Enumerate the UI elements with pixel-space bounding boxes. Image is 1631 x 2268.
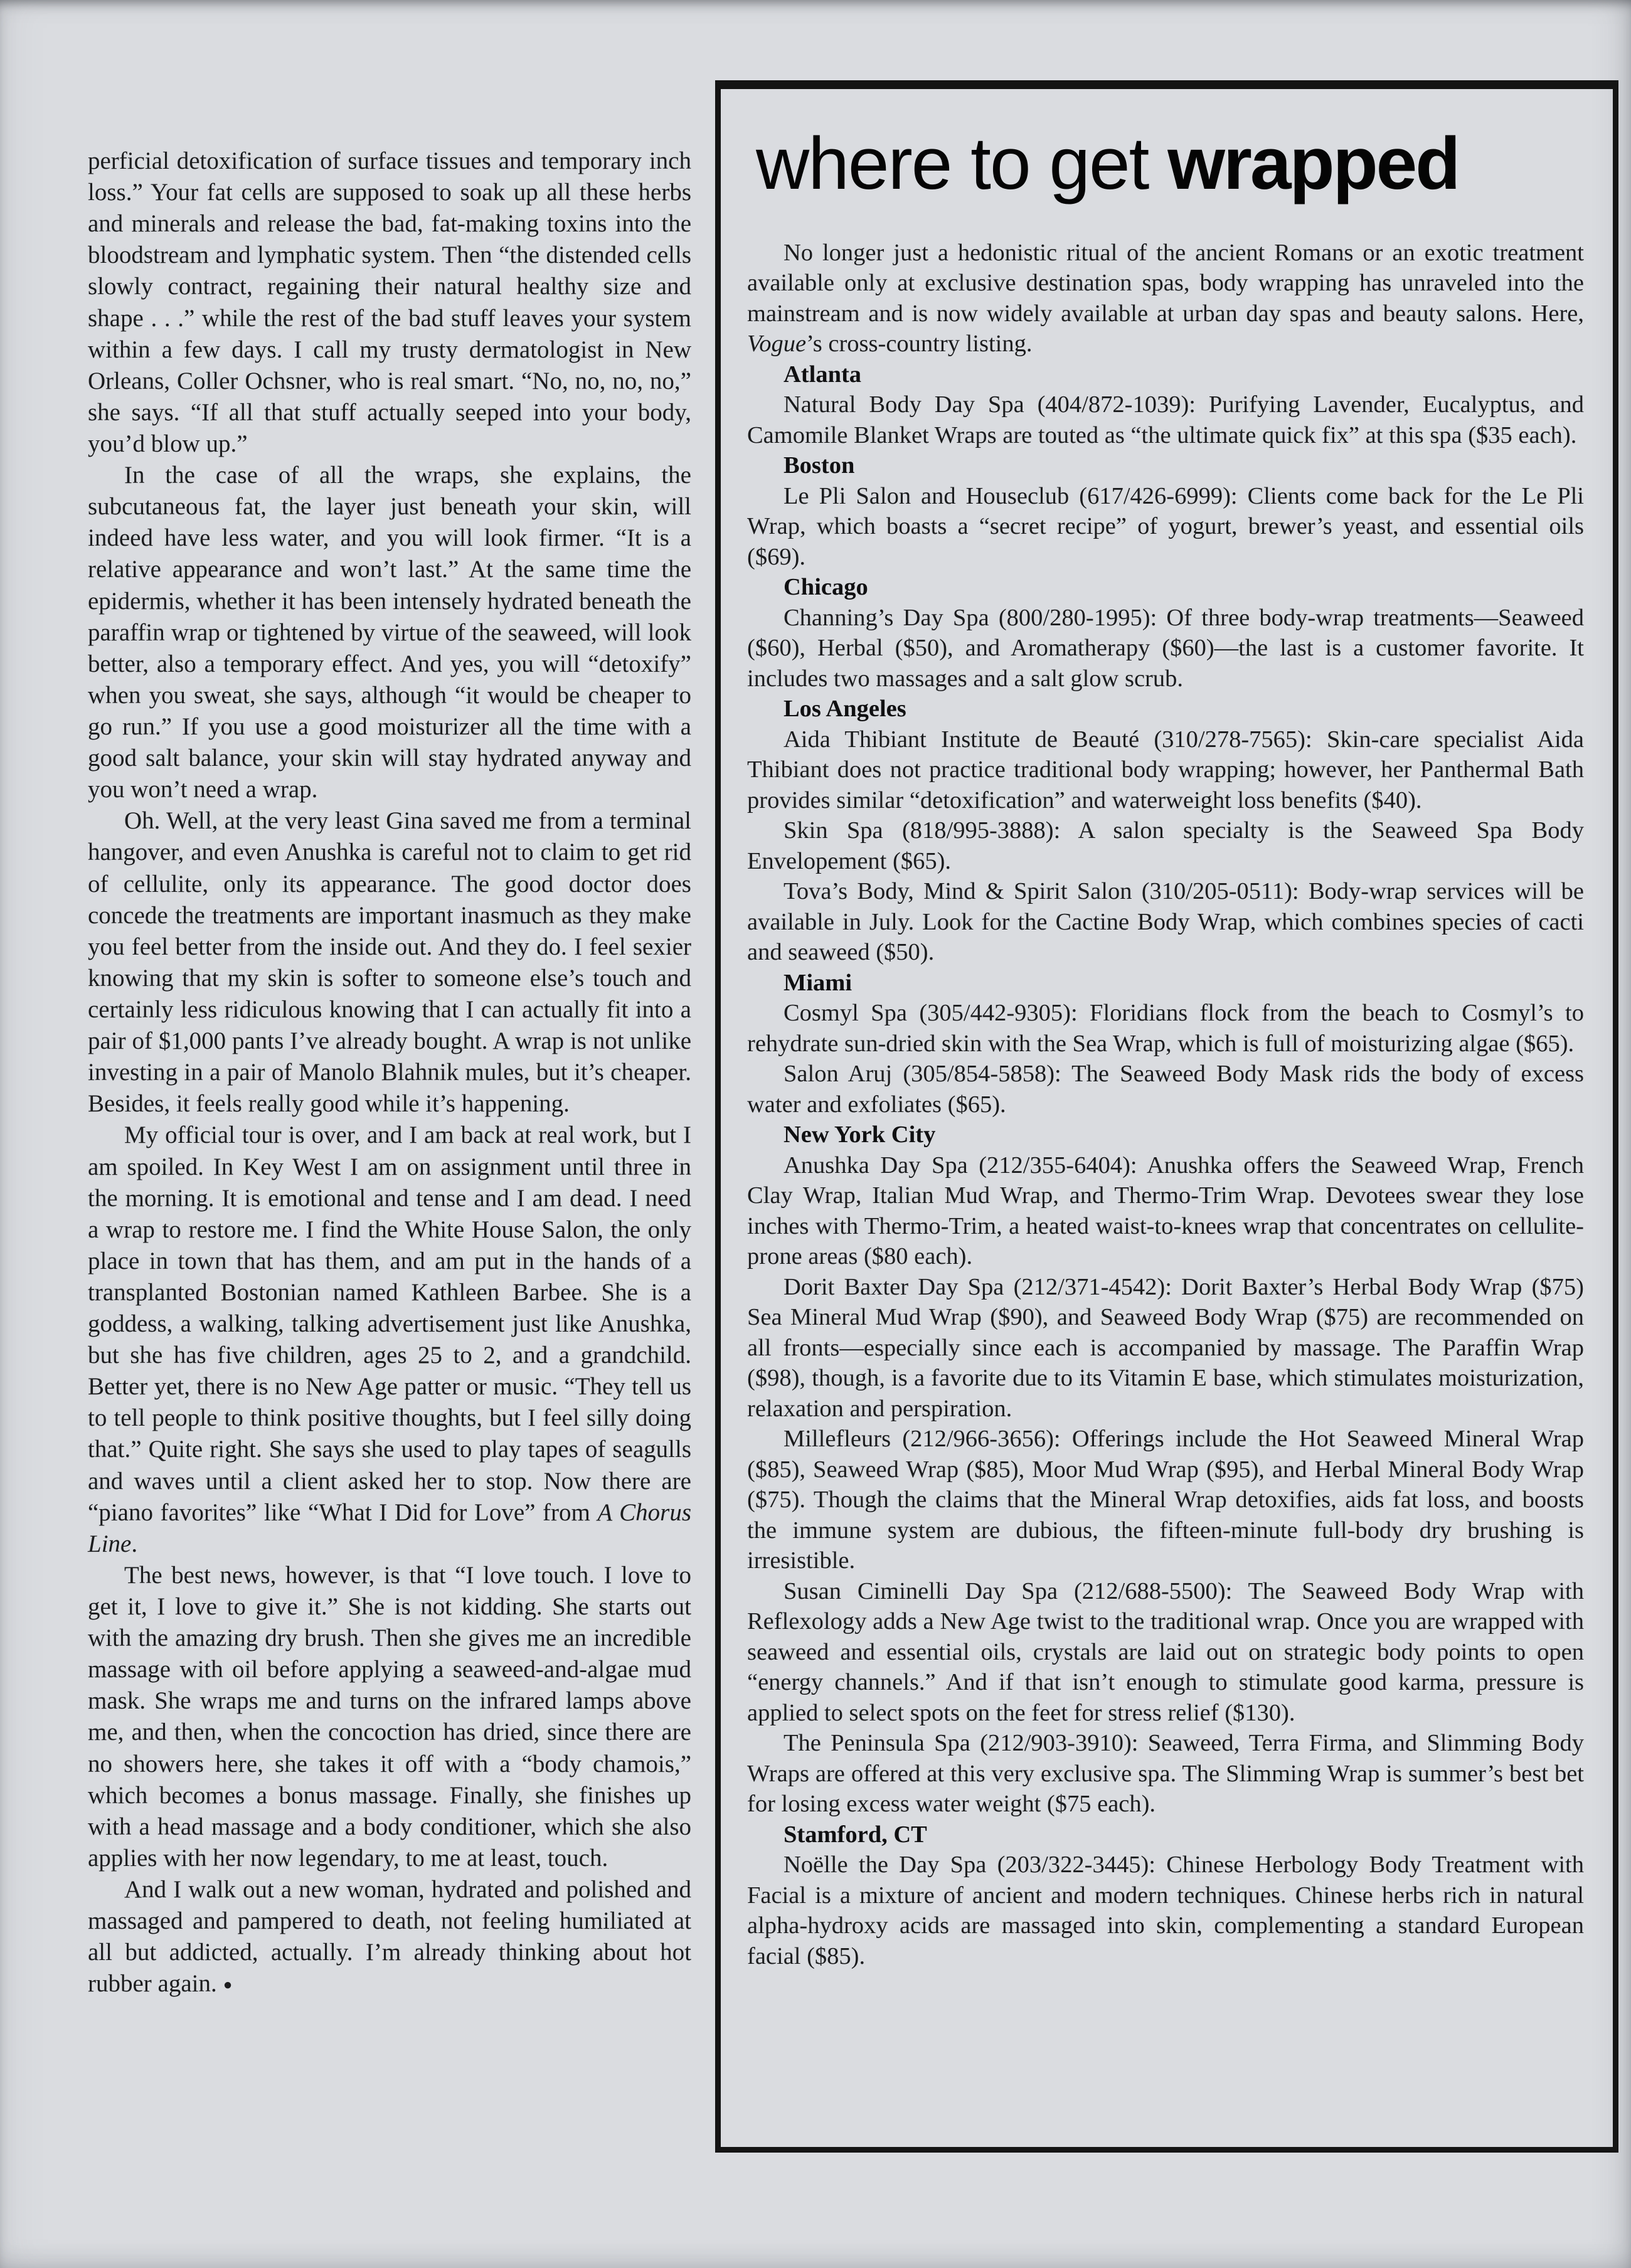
sidebar-title-regular: where to get [756, 122, 1168, 205]
spa-entry: Dorit Baxter Day Spa (212/371-4542): Dorit Baxter’s Herbal Body Wrap ($75) Sea Mineral Mud Wrap ($90), and Seaweed Body Wrap ($75) are recommended on all fronts—especially since each is accompanied by massage. The Paraffin Wrap ($98), though, is a favorite due to its Vitamin E base, which stimulates moisturization, relaxation and perspiration. [747, 1273, 1584, 1422]
spa-entry: Aida Thibiant Institute de Beauté (310/278-7565): Skin-care specialist Aida Thibiant does not practice traditional body wrapping; however, her Panthermal Bath provides similar “detoxification” and waterweight loss benefits ($40). [747, 726, 1584, 813]
spa-entry: Millefleurs (212/966-3656): Offerings include the Hot Seaweed Mineral Wrap ($85), Seaweed Wrap ($85), Moor Mud Wrap ($95), and Herbal Mineral Body Wrap ($75). Though the claims that the Mineral Wrap detoxifies, aids fat loss, and boosts the immune system are dubious, the fifteen-minute full-body dry brushing is irresistible. [747, 1426, 1584, 1574]
article-paragraph-text: And I walk out a new woman, hydrated and polished and massaged and pampered to death, not feeling humiliated at all but addicted, actually. I’m already thinking about hot rubber again. [88, 1876, 691, 1998]
article-paragraph [88, 805, 691, 1120]
article-paragraph [88, 146, 691, 460]
sidebar-intro-text-end: ’s cross-country listing. [806, 331, 1033, 358]
article-paragraph-text: The best news, however, is that “I love touch. I love to get it, I love to give it.” She is not kidding. She starts out with the amazing dry brush. Then she gives me an incredible massage with oil before applying a seaweed-and-algae mud mask. She wraps me and turns on the infrared lamps above me, and then, when the concoction has dried, since there are no showers here, she takes it off with a “body chamois,” which becomes a bonus massage. Finally, she finishes up with a head massage and a body conditioner, which she also applies with her now legendary, to me at least, touch. [88, 1561, 691, 1872]
city-heading: Atlanta [784, 361, 862, 388]
article-column [88, 146, 691, 2000]
spa-entry: Tova’s Body, Mind & Spirit Salon (310/205-0511): Body-wrap services will be available in July. Look for the Cactine Body Wrap, which combines species of cacti and seaweed ($50). [747, 878, 1584, 966]
spa-entry: Salon Aruj (305/854-5858): The Seaweed Body Mask rids the body of excess water and exfoliates ($65). [747, 1061, 1584, 1118]
sidebar-intro-italic: Vogue [747, 331, 807, 358]
article-paragraph-post: . [131, 1530, 138, 1557]
article-paragraph-text: Oh. Well, at the very least Gina saved me from a terminal hangover, and even Anushka is careful not to claim to get rid of cellulite, only its appearance. The good doctor does concede the treatments are important inasmuch as they make you feel better from the inside out. And they do. I feel sexier knowing that my skin is softer to someone else’s touch and certainly less ridiculous knowing that I can actually fit into a pair of $1,000 pants I’ve already bought. A wrap is not unlike investing in a pair of Manolo Blahnik mules, but it’s cheaper. Besides, it feels really good while it’s happening. [88, 807, 691, 1118]
article-paragraph [88, 460, 691, 805]
sidebar-sections [747, 359, 1584, 1972]
city-heading: Boston [784, 452, 855, 479]
spa-entry: Channing’s Day Spa (800/280-1995): Of three body-wrap treatments—Seaweed ($60), Herbal ($50), and Aromatherapy ($60)—the last is a customer favorite. It includes two massages and a salt glow scrub. [747, 604, 1584, 692]
sidebar-intro-text: No longer just a hedonistic ritual of the ancient Romans or an exotic treatment available only at exclusive destination spas, body wrapping has unraveled into the mainstream and is now widely available at urban day spas and beauty salons. Here, [747, 239, 1584, 327]
sidebar-title-bold: wrapped [1167, 122, 1459, 205]
article-paragraph [88, 1120, 691, 1560]
article-paragraph [88, 1560, 691, 1874]
city-heading: Miami [784, 969, 853, 996]
spa-entry: Skin Spa (818/995-3888): A salon specialty is the Seaweed Spa Body Envelopement ($65). [747, 817, 1584, 874]
spa-entry: Natural Body Day Spa (404/872-1039): Purifying Lavender, Eucalyptus, and Camomile Blanket Wraps are touted as “the ultimate quick fix” at this spa ($35 each). [747, 391, 1584, 448]
spa-entry: Cosmyl Spa (305/442-9305): Floridians flock from the beach to Cosmyl’s to rehydrate sun-dried skin with the Sea Wrap, which is full of moisturizing algae ($65). [747, 1000, 1584, 1057]
city-heading: New York City [784, 1121, 936, 1148]
article-paragraph-text: In the case of all the wraps, she explains, the subcutaneous fat, the layer just beneath your skin, will indeed have less water, and you will look firmer. “It is a relative appearance and won’t last.” At the same time the epidermis, whether it has been intensely hydrated beneath the paraffin wrap or tightened by virtue of the seaweed, will look better, also a temporary effect. And yes, you will “detoxify” when you sweat, she says, although “it would be cheaper to go run.” If you use a good moisturizer all the time with a good salt balance, your skin will stay hydrated anyway and you won’t need a wrap. [88, 462, 691, 803]
spa-entry: Noëlle the Day Spa (203/322-3445): Chinese Herbology Body Treatment with Facial is a mixture of ancient and modern techniques. Chinese herbs rich in natural alpha-hydroxy acids are massaged into skin, complementing a standard European facial ($85). [747, 1852, 1584, 1969]
sidebar-intro [747, 238, 1584, 359]
end-of-article-bullet: ● [223, 1976, 233, 1994]
city-heading: Stamford, CT [784, 1821, 927, 1848]
article-paragraph [88, 1874, 691, 2000]
spa-entry: Susan Ciminelli Day Spa (212/688-5500): The Seaweed Body Wrap with Reflexology adds a New Age twist to the traditional wrap. Once you are wrapped with seaweed and essential oils, crystals are laid out on strategic body points to open “energy channels.” And if that isn’t enough to stimulate good karma, pressure is applied to select spots on the feet for stress relief ($130). [747, 1577, 1584, 1726]
spa-entry: Anushka Day Spa (212/355-6404): Anushka offers the Seaweed Wrap, French Clay Wrap, Italian Mud Wrap, and Thermo-Trim Wrap. Devotees swear they lose inches with Thermo-Trim, a heated waist-to-knees wrap that concentrates on cellulite-prone areas ($80 each). [747, 1152, 1584, 1270]
article-paragraph-italic: A Chorus Line [88, 1498, 691, 1557]
sidebar-box [715, 80, 1618, 2153]
spa-entry: The Peninsula Spa (212/903-3910): Seaweed, Terra Firma, and Slimming Body Wraps are offered at this very exclusive spa. The Slimming Wrap is summer’s best bet for losing excess water weight ($75 each). [747, 1730, 1584, 1818]
article-paragraph-text: perficial detoxification of surface tissues and temporary inch loss.” Your fat cells are supposed to soak up all these herbs and minerals and release the bad, fat-making toxins into the bloodstream and lymphatic system. Then “the distended cells slowly contract, regaining their natural healthy size and shape . . .” while the rest of the bad stuff leaves your system within a few days. I call my trusty dermatologist in New Orleans, Coller Ochsner, who is real smart. “No, no, no, no,” she says. “If all that stuff actually seeped into your body, you’d blow up.” [88, 147, 691, 457]
article-paragraph-pre: My official tour is over, and I am back at real work, but I am spoiled. In Key West I am on assignment until three in the morning. It is emotional and tense and I am dead. I need a wrap to restore me. I find the White House Salon, the only place in town that has them, and am put in the hands of a transplanted Bostonian named Kathleen Barbee. She is a goddess, a walking, talking advertisement just like Anushka, but she has five children, ages 25 to 2, and a grandchild. Better yet, there is no New Age patter or music. “They tell us to tell people to think positive thoughts, but I feel silly doing that.” Quite right. She says she used to play tapes of seagulls and waves until a client asked her to stop. Now there are “piano favorites” like “What I Did for Love” from [88, 1121, 691, 1526]
city-heading: Chicago [784, 574, 868, 601]
city-heading: Los Angeles [784, 696, 906, 723]
spa-entry: Le Pli Salon and Houseclub (617/426-6999): Clients come back for the Le Pli Wrap, which boasts a “secret recipe” of yogurt, brewer’s yeast, and essential oils ($69). [747, 482, 1584, 570]
sidebar-body [747, 238, 1584, 1972]
sidebar-title [756, 122, 1584, 205]
